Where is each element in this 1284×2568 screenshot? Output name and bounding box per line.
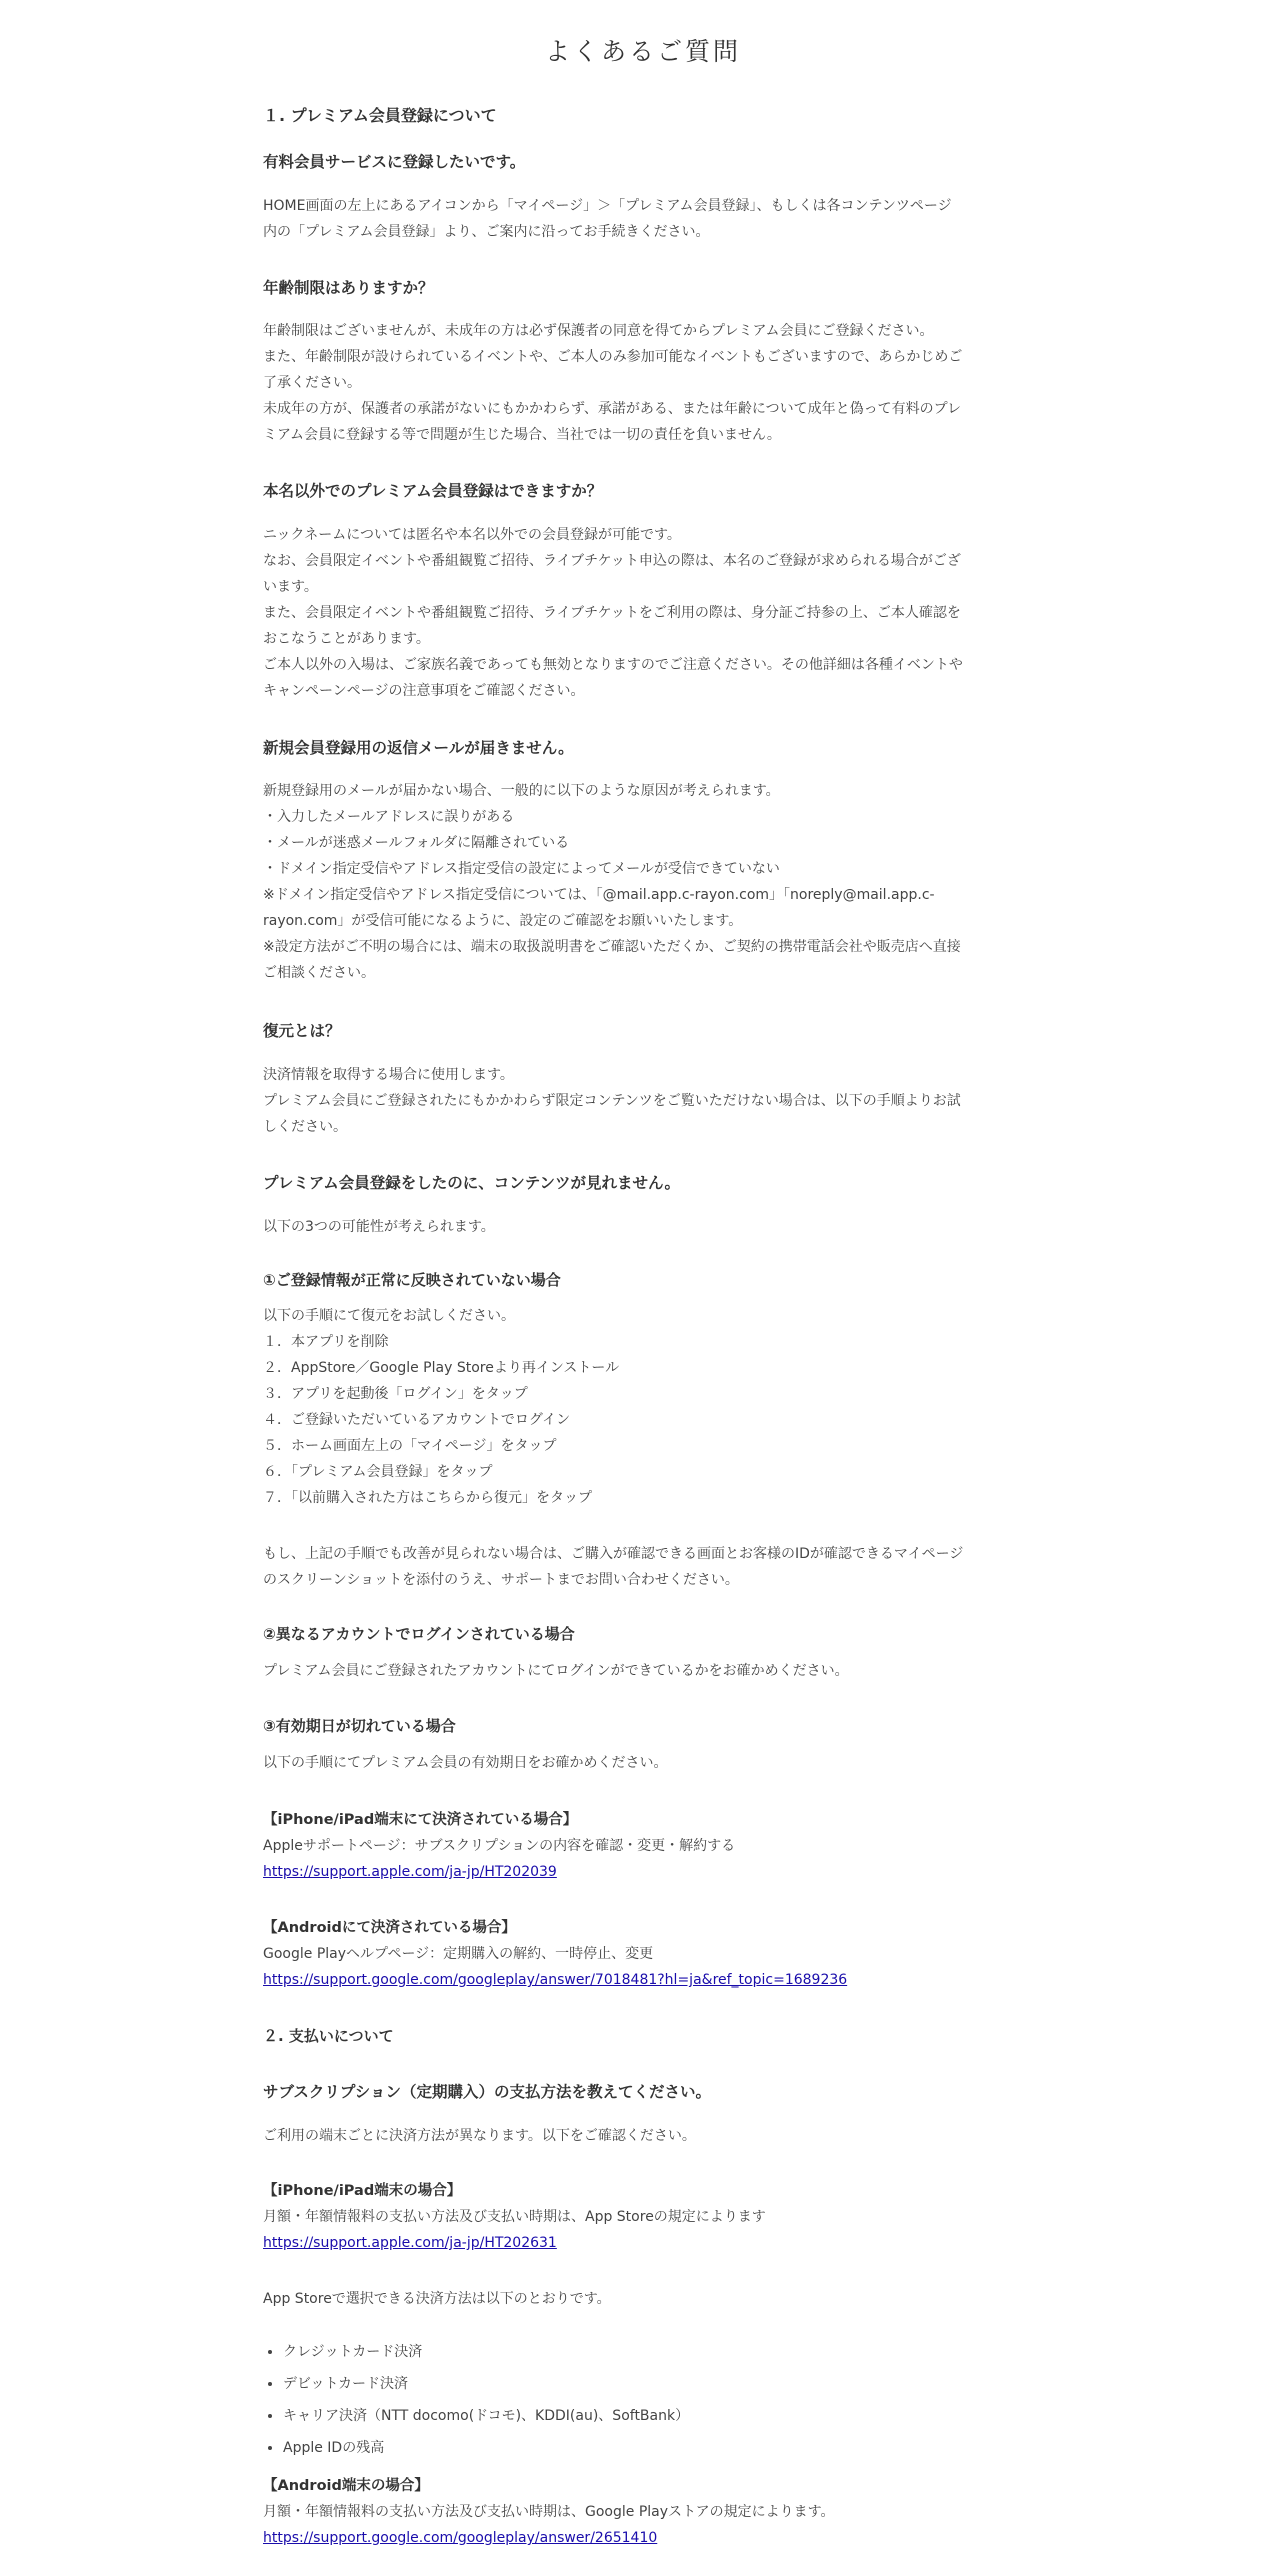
answer-register: HOME画面の左上にあるアイコンから「マイページ」＞「プレミアム会員登録」、もしくは各コンテンツページ 内の「プレミアム会員登録」より、ご案内に沿ってお手続きください。 [263,198,952,240]
payment-ios-block [263,2178,1023,2256]
payment-methods-list [263,2336,1023,2464]
payment-android-label: 【Android端末の場合】 [263,2478,429,2494]
section-heading-payment: ２. 支払いについて [263,2027,394,2045]
answer-restore: 決済情報を取得する場合に使用します。 プレミアム会員にご登録されたにもかかわらず限定コンテンツをご覧いただけない場合は、以下の手順よりお試 しください。 [263,1067,961,1135]
list-item: • キャリア決済（NTT docomo(ドコモ)、KDDI(au)、SoftBank） [283,2400,1023,2432]
case2-text: プレミアム会員にご登録されたアカウントにてログインができているかをお確かめください。 [263,1663,849,1679]
question-cannot-view: プレミアム会員登録をしたのに、コンテンツが見れません。 [263,1174,680,1192]
question-subscription-payment: サブスクリプション（定期購入）の支払方法を教えてください。 [263,2083,711,2101]
question-no-reply-mail: 新規会員登録用の返信メールが届きません。 [263,739,574,757]
list-item: • クレジットカード決済 [283,2336,1023,2368]
case3-title: ③有効期日が切れている場合 [263,1717,456,1735]
section-heading-premium: １. プレミアム会員登録について [263,106,497,125]
apple-support-link-ht202039[interactable]: https://support.apple.com/ja-jp/HT202039 [263,1864,557,1880]
payment-android-text: 月額・年額情報料の支払い方法及び支払い時期は、Google Playストアの規定によります。 [263,2504,835,2520]
cannot-view-intro: 以下の3つの可能性が考えられます。 [263,1219,495,1235]
case3-ios-text: Appleサポートページ：サブスクリプションの内容を確認・変更・解約する [263,1838,736,1854]
case1-title: ①ご登録情報が正常に反映されていない場合 [263,1271,561,1289]
apple-support-link-ht202631[interactable]: https://support.apple.com/ja-jp/HT202631 [263,2235,557,2251]
answer-age-limit: 年齢制限はございませんが、未成年の方は必ず保護者の同意を得てからプレミアム会員にご登録ください。 また、年齢制限が設けられているイベントや、ご本人のみ参加可能なイベントもございますので、あらかじめご 了承ください。 未成年の方が、保護者の承諾がないにもかかわらず、承諾がある、または年齢について成年と偽って有料のプレ ミアム会員に登録する等で問題が生じた場合、当社では一切の責任を負いません。 [263,323,963,443]
case3-android-label: 【Androidにて決済されている場合】 [263,1920,516,1936]
appstore-methods-intro: App Storeで選択できる決済方法は以下のとおりです。 [263,2291,611,2307]
payment-intro: ご利用の端末ごとに決済方法が異なります。以下をご確認ください。 [263,2128,696,2144]
faq-content [263,0,1023,2546]
page-title: よくあるご質問 [544,37,741,66]
payment-android-block [263,2473,1023,2551]
answer-no-reply-mail: 新規登録用のメールが届かない場合、一般的に以下のような原因が考えられます。 ・入力したメールアドレスに誤りがある ・メールが迷惑メールフォルダに隔離されている ・ドメイン指定受信やアドレス指定受信の設定によってメールが受信できていない ※ドメイン指定受信やアドレス指定受信については、「@mail.app.c-rayon.com」「noreply@mail.app.c- rayon.com」が受信可能になるように、設定のご確認をお願いいたします。 ※設定方法がご不明の場合には、端末の取扱説明書をご確認いただくか、ご契約の携帯電話会社や販売店へ直接 ご相談ください。 [263,783,961,981]
google-play-help-link-7018481[interactable]: https://support.google.com/googleplay/answer/7018481?hl=ja&ref_topic=1689236 [263,1972,848,1988]
case3-android-text: Google Playヘルプページ：定期購入の解約、一時停止、変更 [263,1946,654,1962]
payment-ios-text: 月額・年額情報料の支払い方法及び支払い時期は、App Storeの規定によります [263,2209,766,2225]
case3-ios-block [263,1807,1023,1885]
list-item: • デビットカード決済 [283,2368,1023,2400]
question-real-name: 本名以外でのプレミアム会員登録はできますか？ [263,482,603,500]
answer-real-name: ニックネームについては匿名や本名以外での会員登録が可能です。 なお、会員限定イベントや番組観覧ご招待、ライブチケット申込の際は、本名のご登録が求められる場合がござ います。 また、会員限定イベントや番組観覧ご招待、ライブチケットをご利用の際は、身分証ご持参の上、ご本人確認を おこなうことがあります。 ご本人以外の入場は、ご家族名義であっても無効となりますのでご注意ください。その他詳細は各種イベントや キャンペーンページの注意事項をご確認ください。 [263,527,963,699]
payment-ios-label: 【iPhone/iPad端末の場合】 [263,2183,462,2199]
question-restore: 復元とは？ [263,1022,341,1040]
case1-after: もし、上記の手順でも改善が見られない場合は、ご購入が確認できる画面とお客様のIDが確認できるマイページ のスクリーンショットを添付のうえ、サポートまでお問い合わせください。 [263,1546,964,1588]
question-register: 有料会員サービスに登録したいです。 [263,153,526,171]
case2-title: ②異なるアカウントでログインされている場合 [263,1625,575,1643]
case3-text: 以下の手順にてプレミアム会員の有効期日をお確かめください。 [263,1755,668,1771]
case3-android-block [263,1915,1023,1993]
question-age-limit: 年齢制限はありますか？ [263,279,434,297]
list-item: • Apple IDの残高 [283,2432,1023,2464]
case3-ios-label: 【iPhone/iPad端末にて決済されている場合】 [263,1812,578,1828]
case1-steps: 以下の手順にて復元をお試しください。 １．本アプリを削除 ２．AppStore／Google Play Storeより再インストール ３．アプリを起動後「ログイン」をタップ ４．ご登録いただいているアカウントでログイン ５．ホーム画面左上の「マイページ」をタップ ６．「プレミアム会員登録」をタップ ７．「以前購入された方はこちらから復元」をタップ [263,1308,620,1506]
google-play-help-link-2651410[interactable]: https://support.google.com/googleplay/answer/2651410 [263,2530,658,2546]
